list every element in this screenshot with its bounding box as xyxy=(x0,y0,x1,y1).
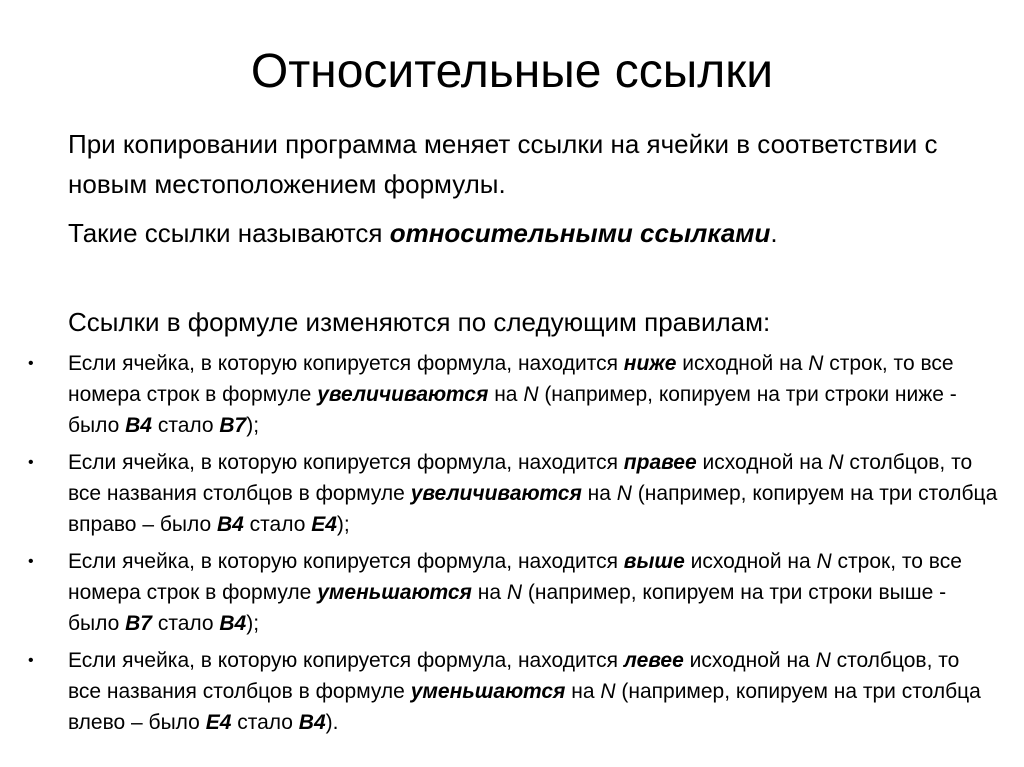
rule-change: уменьшаются xyxy=(410,680,566,703)
rule-direction: левее xyxy=(623,649,684,672)
bullet-icon: • xyxy=(28,553,34,570)
rules-list xyxy=(0,348,1024,744)
rule-text: исходной на xyxy=(696,451,829,474)
rule-text: строк, то все номера строк в формуле xyxy=(68,550,962,604)
rule-direction: ниже xyxy=(623,352,677,375)
paragraph-definition xyxy=(68,213,968,253)
definition-period: . xyxy=(770,218,778,248)
cell-ref-after: E4 xyxy=(311,513,337,536)
rule-text: столбцов, то все названия столбцов в формуле xyxy=(68,451,973,505)
rule-text: столбцов, то все названия столбцов в формуле xyxy=(68,649,960,703)
rules-intro-text: Ссылки в формуле изменяются по следующим правилам: xyxy=(68,307,771,337)
rule-item-below xyxy=(0,348,998,441)
rule-text: ); xyxy=(246,414,260,437)
bullet-icon: • xyxy=(28,652,34,669)
rule-item-right xyxy=(0,447,998,540)
cell-ref-after: B4 xyxy=(219,612,247,635)
rule-text: ); xyxy=(246,612,260,635)
rule-text: на xyxy=(565,680,601,703)
rule-n: N xyxy=(815,649,831,672)
rule-direction: выше xyxy=(623,550,685,573)
rule-text: исходной на xyxy=(684,550,817,573)
rule-text: на xyxy=(471,581,507,604)
cell-ref-before: B4 xyxy=(216,513,244,536)
rule-n: N xyxy=(523,383,539,406)
rule-text: строк, то все номера строк в формуле xyxy=(68,352,954,406)
rule-item-above xyxy=(0,546,998,639)
rule-text: Если ячейка, в которую копируется формула, находится xyxy=(68,649,624,672)
rule-text: Если ячейка, в которую копируется формула, находится xyxy=(68,352,624,375)
rule-text: ); xyxy=(336,513,350,536)
rule-text: стало xyxy=(151,612,220,635)
rule-text: стало xyxy=(231,711,299,734)
rule-n: N xyxy=(828,451,844,474)
rule-text: (например, копируем на три столбца вправо – было xyxy=(68,482,998,536)
rule-n: N xyxy=(506,581,523,604)
rule-change: уменьшаются xyxy=(317,581,472,604)
rule-n: N xyxy=(600,680,616,703)
term-relative-links: относительными ссылками xyxy=(389,218,771,248)
rule-n: N xyxy=(808,352,824,375)
cell-ref-before: B7 xyxy=(125,612,152,635)
cell-ref-before: B4 xyxy=(125,414,152,437)
rule-text: на xyxy=(488,383,524,406)
rule-text: стало xyxy=(243,513,312,536)
rule-n: N xyxy=(816,550,832,573)
paragraph-rules-intro xyxy=(68,302,968,342)
definition-text: Такие ссылки называются xyxy=(68,218,390,248)
cell-ref-after: B7 xyxy=(219,414,247,437)
rule-text: (например, копируем на три строки выше - было xyxy=(68,581,947,635)
paragraph-copy-behavior: При копировании программа меняет ссылки на ячейки в соответствии с новым местоположением формулы. xyxy=(68,129,938,199)
rule-text: Если ячейка, в которую копируется формула, находится xyxy=(68,451,624,474)
rule-item-left xyxy=(0,645,998,738)
bullet-icon: • xyxy=(28,454,34,471)
slide-title: Относительные ссылки xyxy=(250,45,774,98)
rule-text: на xyxy=(581,482,617,505)
rule-change: увеличиваются xyxy=(317,383,489,406)
rule-text: исходной на xyxy=(683,649,816,672)
rule-text: (например, копируем на три строки ниже - было xyxy=(68,383,957,437)
cell-ref-before: E4 xyxy=(205,711,232,734)
bullet-icon: • xyxy=(28,355,34,372)
cell-ref-after: B4 xyxy=(298,711,326,734)
rule-text: Если ячейка, в которую копируется формула, находится xyxy=(68,550,624,573)
rule-direction: правее xyxy=(623,451,697,474)
rule-text: стало xyxy=(151,414,220,437)
rule-text: ). xyxy=(325,711,339,734)
rule-change: увеличиваются xyxy=(410,482,582,505)
rule-n: N xyxy=(616,482,632,505)
rule-text: (например, копируем на три столбца влево – было xyxy=(68,680,981,734)
rule-text: исходной на xyxy=(676,352,809,375)
